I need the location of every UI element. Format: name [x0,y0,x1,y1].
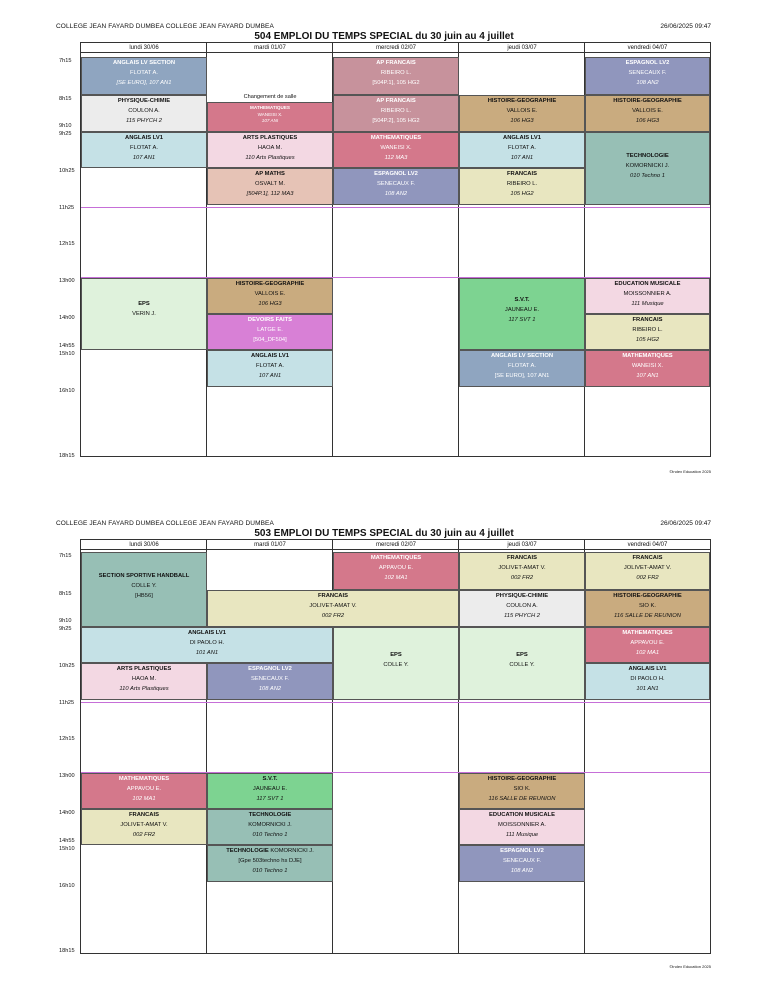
course-block[interactable]: MATHEMATIQUES WANEISI X. 112 MA3 [333,132,459,168]
course-block[interactable]: TECHNOLOGIE KOMORNICKI J. 010 Techno 1 [207,809,333,845]
course-block[interactable]: ESPAGNOL LV2 SENECAUX F. 108 AN2 [585,57,710,95]
day-header: lundi 30/06 [81,43,207,53]
course-block[interactable]: FRANCAIS RIBEIRO L. 105 HG2 [585,314,710,350]
timetable-title: 504 EMPLOI DU TEMPS SPECIAL du 30 juin au 4 juillet [254,31,514,42]
time-label: 11h25 [59,205,75,211]
course-block[interactable]: AP FRANCAIS RIBEIRO L. [504P.1], 105 HG2 [333,57,459,95]
course-block[interactable]: HISTOIRE-GEOGRAPHIE SIO K. 116 SALLE DE REUNION [585,590,710,627]
time-label: 16h10 [59,388,75,394]
course-block[interactable]: HISTOIRE-GEOGRAPHIE VALLOIS E. 106 HG3 [585,95,710,132]
time-label: 14h00 [59,315,75,321]
day-header: mardi 01/07 [207,43,333,53]
course-block[interactable]: FRANCAIS RIBEIRO L. 105 HG2 [459,168,585,205]
day-header: jeudi 03/07 [459,43,585,53]
time-label: 9h25 [59,131,72,137]
time-label: 8h15 [59,591,72,597]
time-label: 11h25 [59,700,75,706]
time-label: 13h00 [59,773,75,779]
course-block[interactable]: ESPAGNOL LV2 SENECAUX F. 108 AN2 [207,663,333,700]
day-header: lundi 30/06 [81,540,207,550]
course-block[interactable]: EPS COLLE Y. [333,627,459,700]
time-label: 8h15 [59,96,72,102]
time-label: 9h10 [59,618,72,624]
day-header: mercredi 02/07 [333,540,459,550]
time-label: 14h55 [59,838,75,844]
course-block[interactable]: MATHEMATIQUES APPAVOU E. 102 MA1 [585,627,710,663]
course-block[interactable]: MATHEMATIQUES WANEISI X. 107 ANI [207,102,333,132]
room-change-note: Changement de salle [243,94,297,100]
course-block[interactable]: TECHNOLOGIE KOMORNICKI J. [Gpe 503techno hs DJE] 010 Techno 1 [207,845,333,882]
time-label: 14h00 [59,810,75,816]
time-label: 10h25 [59,168,75,174]
time-label: 18h15 [59,453,75,459]
copyright-footer: ©Index Education 2025 [669,469,711,474]
time-label: 15h10 [59,351,75,357]
course-block[interactable]: TECHNOLOGIE KOMORNICKI J. 010 Techno 1 [585,132,710,205]
print-date: 26/06/2025 09:47 [660,520,711,527]
course-block[interactable]: AP FRANCAIS RIBEIRO L. [504P.2], 105 HG2 [333,95,459,132]
course-block[interactable]: ANGLAIS LV1 FLOTAT A. 107 AN1 [207,350,333,387]
lunch-start-line [81,207,710,208]
day-header: vendredi 04/07 [585,43,710,53]
course-block[interactable]: ARTS PLASTIQUES HAOA M. 110 Arts Plastiques [207,132,333,168]
course-block[interactable]: ANGLAIS LV SECTION FLOTAT A. [SE EURO], 107 AN1 [459,350,585,387]
course-block[interactable]: ANGLAIS LV1 FLOTAT A. 107 AN1 [81,132,207,168]
time-label: 13h00 [59,278,75,284]
time-label: 10h25 [59,663,75,669]
time-label: 12h15 [59,241,75,247]
day-header: vendredi 04/07 [585,540,710,550]
course-block[interactable]: DEVOIRS FAITS LATGE E. [504_DF504] [207,314,333,350]
course-block[interactable]: ANGLAIS LV1 DI PAOLO H. 101 AN1 [585,663,710,700]
copyright-footer: ©Index Education 2025 [669,964,711,969]
course-block[interactable]: MATHEMATIQUES APPAVOU E. 102 MA1 [81,773,207,809]
course-block[interactable]: ANGLAIS LV1 FLOTAT A. 107 AN1 [459,132,585,168]
course-block[interactable]: ANGLAIS LV SECTION FLOTAT A. [SE EURO], 107 AN1 [81,57,207,95]
day-header: jeudi 03/07 [459,540,585,550]
timetable-title: 503 EMPLOI DU TEMPS SPECIAL du 30 juin au 4 juillet [254,528,514,539]
course-block[interactable]: FRANCAIS JOLIVET-AMAT V. 002 FR2 [459,552,585,590]
course-block[interactable]: S.V.T. JAUNEAU E. 117 SVT 1 [459,278,585,350]
course-block[interactable]: PHYSIQUE-CHIMIE COULON A. 115 PHYCH 2 [459,590,585,627]
course-block[interactable]: ARTS PLASTIQUES HAOA M. 110 Arts Plastiques [81,663,207,700]
time-label: 16h10 [59,883,75,889]
course-block[interactable]: PHYSIQUE-CHIMIE COULON A. 115 PHYCH 2 [81,95,207,132]
course-block[interactable]: EPS VERIN J. [81,278,207,350]
course-block[interactable]: FRANCAIS JOLIVET-AMAT V. 002 FR2 [585,552,710,590]
time-label: 14h55 [59,343,75,349]
course-block[interactable]: ANGLAIS LV1 DI PAOLO H. 101 AN1 [81,627,333,663]
lunch-start-line [81,702,710,703]
course-block[interactable]: FRANCAIS JOLIVET-AMAT V. 002 FR2 [81,809,207,845]
course-block[interactable]: ESPAGNOL LV2 SENECAUX F. 108 AN2 [459,845,585,882]
course-block[interactable]: EDUCATION MUSICALE MOISSONNIER A. 111 Musique [585,278,710,314]
course-block[interactable]: MATHEMATIQUES APPAVOU E. 102 MA1 [333,552,459,590]
time-label: 18h15 [59,948,75,954]
timetable-grid [59,42,711,459]
course-block[interactable]: HISTOIRE-GEOGRAPHIE SIO K. 116 SALLE DE REUNION [459,773,585,809]
time-label: 9h10 [59,123,72,129]
timetable-504 [0,0,768,490]
time-label: 9h25 [59,626,72,632]
course-block[interactable]: FRANCAIS JOLIVET-AMAT V. 002 FR2 [207,590,459,627]
course-block[interactable]: MATHEMATIQUES WANEISI X. 107 AN1 [585,350,710,387]
time-label: 15h10 [59,846,75,852]
course-block[interactable]: ESPAGNOL LV2 SENECAUX F. 108 AN2 [333,168,459,205]
print-date: 26/06/2025 09:47 [660,23,711,30]
day-header: mardi 01/07 [207,540,333,550]
course-block[interactable]: HISTOIRE-GEOGRAPHIE VALLOIS E. 106 HG3 [459,95,585,132]
time-label: 7h15 [59,553,72,559]
timetable-503 [0,497,768,987]
course-block[interactable]: S.V.T. JAUNEAU E. 117 SVT 1 [207,773,333,809]
course-block[interactable]: AP MATHS OSVALT M. [504P.1], 112 MA3 [207,168,333,205]
course-block[interactable]: HISTOIRE-GEOGRAPHIE VALLOIS E. 106 HG3 [207,278,333,314]
school-name: COLLEGE JEAN FAYARD DUMBEA COLLEGE JEAN FAYARD DUMBEA [56,23,274,30]
course-block[interactable]: EPS COLLE Y. [459,627,585,700]
course-block[interactable]: EDUCATION MUSICALE MOISSONNIER A. 111 Musique [459,809,585,845]
time-label: 12h15 [59,736,75,742]
course-block[interactable]: SECTION SPORTIVE HANDBALL COLLE Y. [HB56] [81,552,207,627]
timetable-grid [59,539,711,954]
day-header: mercredi 02/07 [333,43,459,53]
school-name: COLLEGE JEAN FAYARD DUMBEA COLLEGE JEAN FAYARD DUMBEA [56,520,274,527]
time-label: 7h15 [59,58,72,64]
